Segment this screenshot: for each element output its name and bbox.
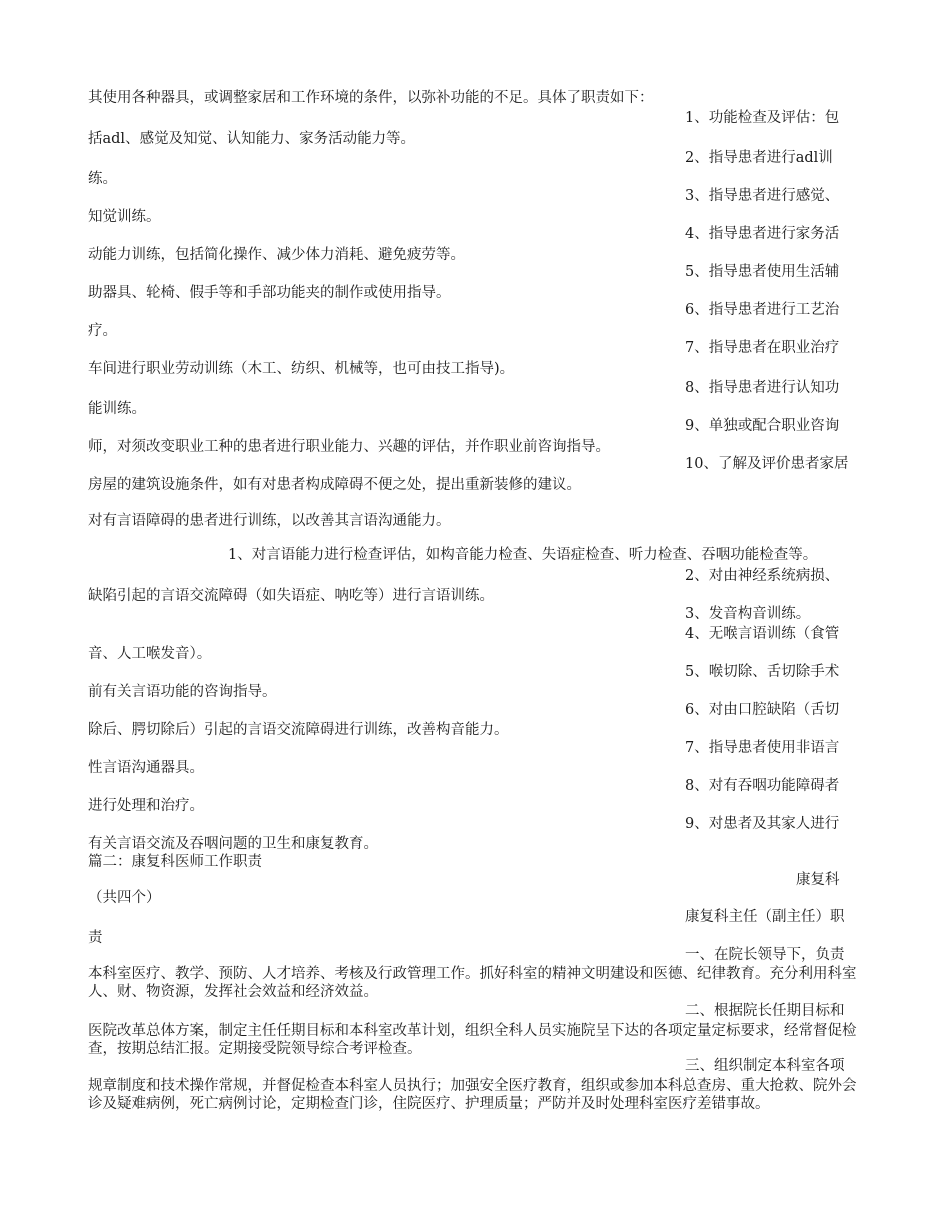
text-line: 2、指导患者进行adl训 <box>685 150 833 166</box>
text-line: 3、发音构音训练。 <box>685 606 811 622</box>
text-line: （共四个） <box>88 890 161 906</box>
text-line: 4、无喉言语训练（食管 <box>685 626 840 642</box>
text-line: 对有言语障碍的患者进行训练，以改善其言语沟通能力。 <box>88 513 451 529</box>
text-line: 5、指导患者使用生活辅 <box>685 264 840 280</box>
text-line: 6、指导患者进行工艺治 <box>685 302 840 318</box>
text-line: 8、指导患者进行认知功 <box>685 380 840 396</box>
text-line: 有关言语交流及吞咽问题的卫生和康复教育。 <box>88 836 378 852</box>
text-line: 10、了解及评价患者家居 <box>685 456 849 472</box>
text-line: 动能力训练，包括简化操作、减少体力消耗、避免疲劳等。 <box>88 247 465 263</box>
text-line: 6、对由口腔缺陷（舌切 <box>685 702 840 718</box>
text-line: 知觉训练。 <box>88 209 161 225</box>
text-line: 除后、腭切除后）引起的言语交流障碍进行训练，改善构音能力。 <box>88 722 509 738</box>
text-line: 一、在院长领导下，负责 <box>685 947 845 963</box>
text-line: 9、单独或配合职业咨询 <box>685 418 840 434</box>
paragraph: 规章制度和技术操作常规，并督促检查本科室人员执行；加强安全医疗教育，组织或参加本科总查房、重大抢救、院外会诊及疑难病例，死亡病例讨论，定期检查门诊，住院医疗、护理质量；严防并及时处理科室医疗差错事故。 <box>88 1078 857 1112</box>
text-line: 康复科 <box>796 872 840 888</box>
text-line: 能训练。 <box>88 401 146 417</box>
text-line: 疗。 <box>88 323 117 339</box>
text-line: 性言语沟通器具。 <box>88 760 204 776</box>
text-line: 5、喉切除、舌切除手术 <box>685 664 840 680</box>
text-line: 1、功能检查及评估：包 <box>685 110 840 126</box>
text-line: 进行处理和治疗。 <box>88 798 204 814</box>
text-line: 7、指导患者使用非语言 <box>685 740 840 756</box>
text-line: 1、对言语能力进行检查评估，如构音能力检查、失语症检查、听力检查、吞咽功能检查等。 <box>228 547 818 563</box>
section-heading: 篇二：康复科医师工作职责 <box>88 854 262 870</box>
text-line: 7、指导患者在职业治疗 <box>685 340 840 356</box>
text-line: 三、组织制定本科室各项 <box>685 1058 845 1074</box>
paragraph: 医院改革总体方案，制定主任任期目标和本科室改革计划，组织全科人员实施院呈下达的各项定量定标要求，经常督促检查，按期总结汇报。定期接受院领导综合考评检查。 <box>88 1023 857 1057</box>
text-line: 其使用各种器具，或调整家居和工作环境的条件，以弥补功能的不足。具体了职责如下： <box>88 90 654 106</box>
text-line: 括adl、感觉及知觉、认知能力、家务活动能力等。 <box>88 131 416 147</box>
text-line: 练。 <box>88 171 117 187</box>
text-line: 房屋的建筑设施条件，如有对患者构成障碍不便之处，提出重新装修的建议。 <box>88 477 581 493</box>
text-line: 8、对有吞咽功能障碍者 <box>685 778 840 794</box>
text-line: 康复科主任（副主任）职 <box>685 909 845 925</box>
text-line: 3、指导患者进行感觉、 <box>685 188 840 204</box>
text-line: 师，对须改变职业工种的患者进行职业能力、兴趣的评估，并作职业前咨询指导。 <box>88 439 610 455</box>
text-line: 2、对由神经系统病损、 <box>685 568 840 584</box>
text-line: 9、对患者及其家人进行 <box>685 816 840 832</box>
text-line: 责 <box>88 930 103 946</box>
text-line: 助器具、轮椅、假手等和手部功能夹的制作或使用指导。 <box>88 285 451 301</box>
text-line: 二、根据院长任期目标和 <box>685 1003 845 1019</box>
text-line: 音、人工喉发音）。 <box>88 646 212 662</box>
text-line: 4、指导患者进行家务活 <box>685 226 840 242</box>
text-line: 车间进行职业劳动训练（木工、纺织、机械等，也可由技工指导)。 <box>88 361 515 377</box>
text-line: 缺陷引起的言语交流障碍（如失语症、呐吃等）进行言语训练。 <box>88 588 494 604</box>
paragraph: 本科室医疗、教学、预防、人才培养、考核及行政管理工作。抓好科室的精神文明建设和医德、纪律教育。充分利用科室人、财、物资源，发挥社会效益和经济效益。 <box>88 966 857 1000</box>
text-line: 前有关言语功能的咨询指导。 <box>88 684 277 700</box>
